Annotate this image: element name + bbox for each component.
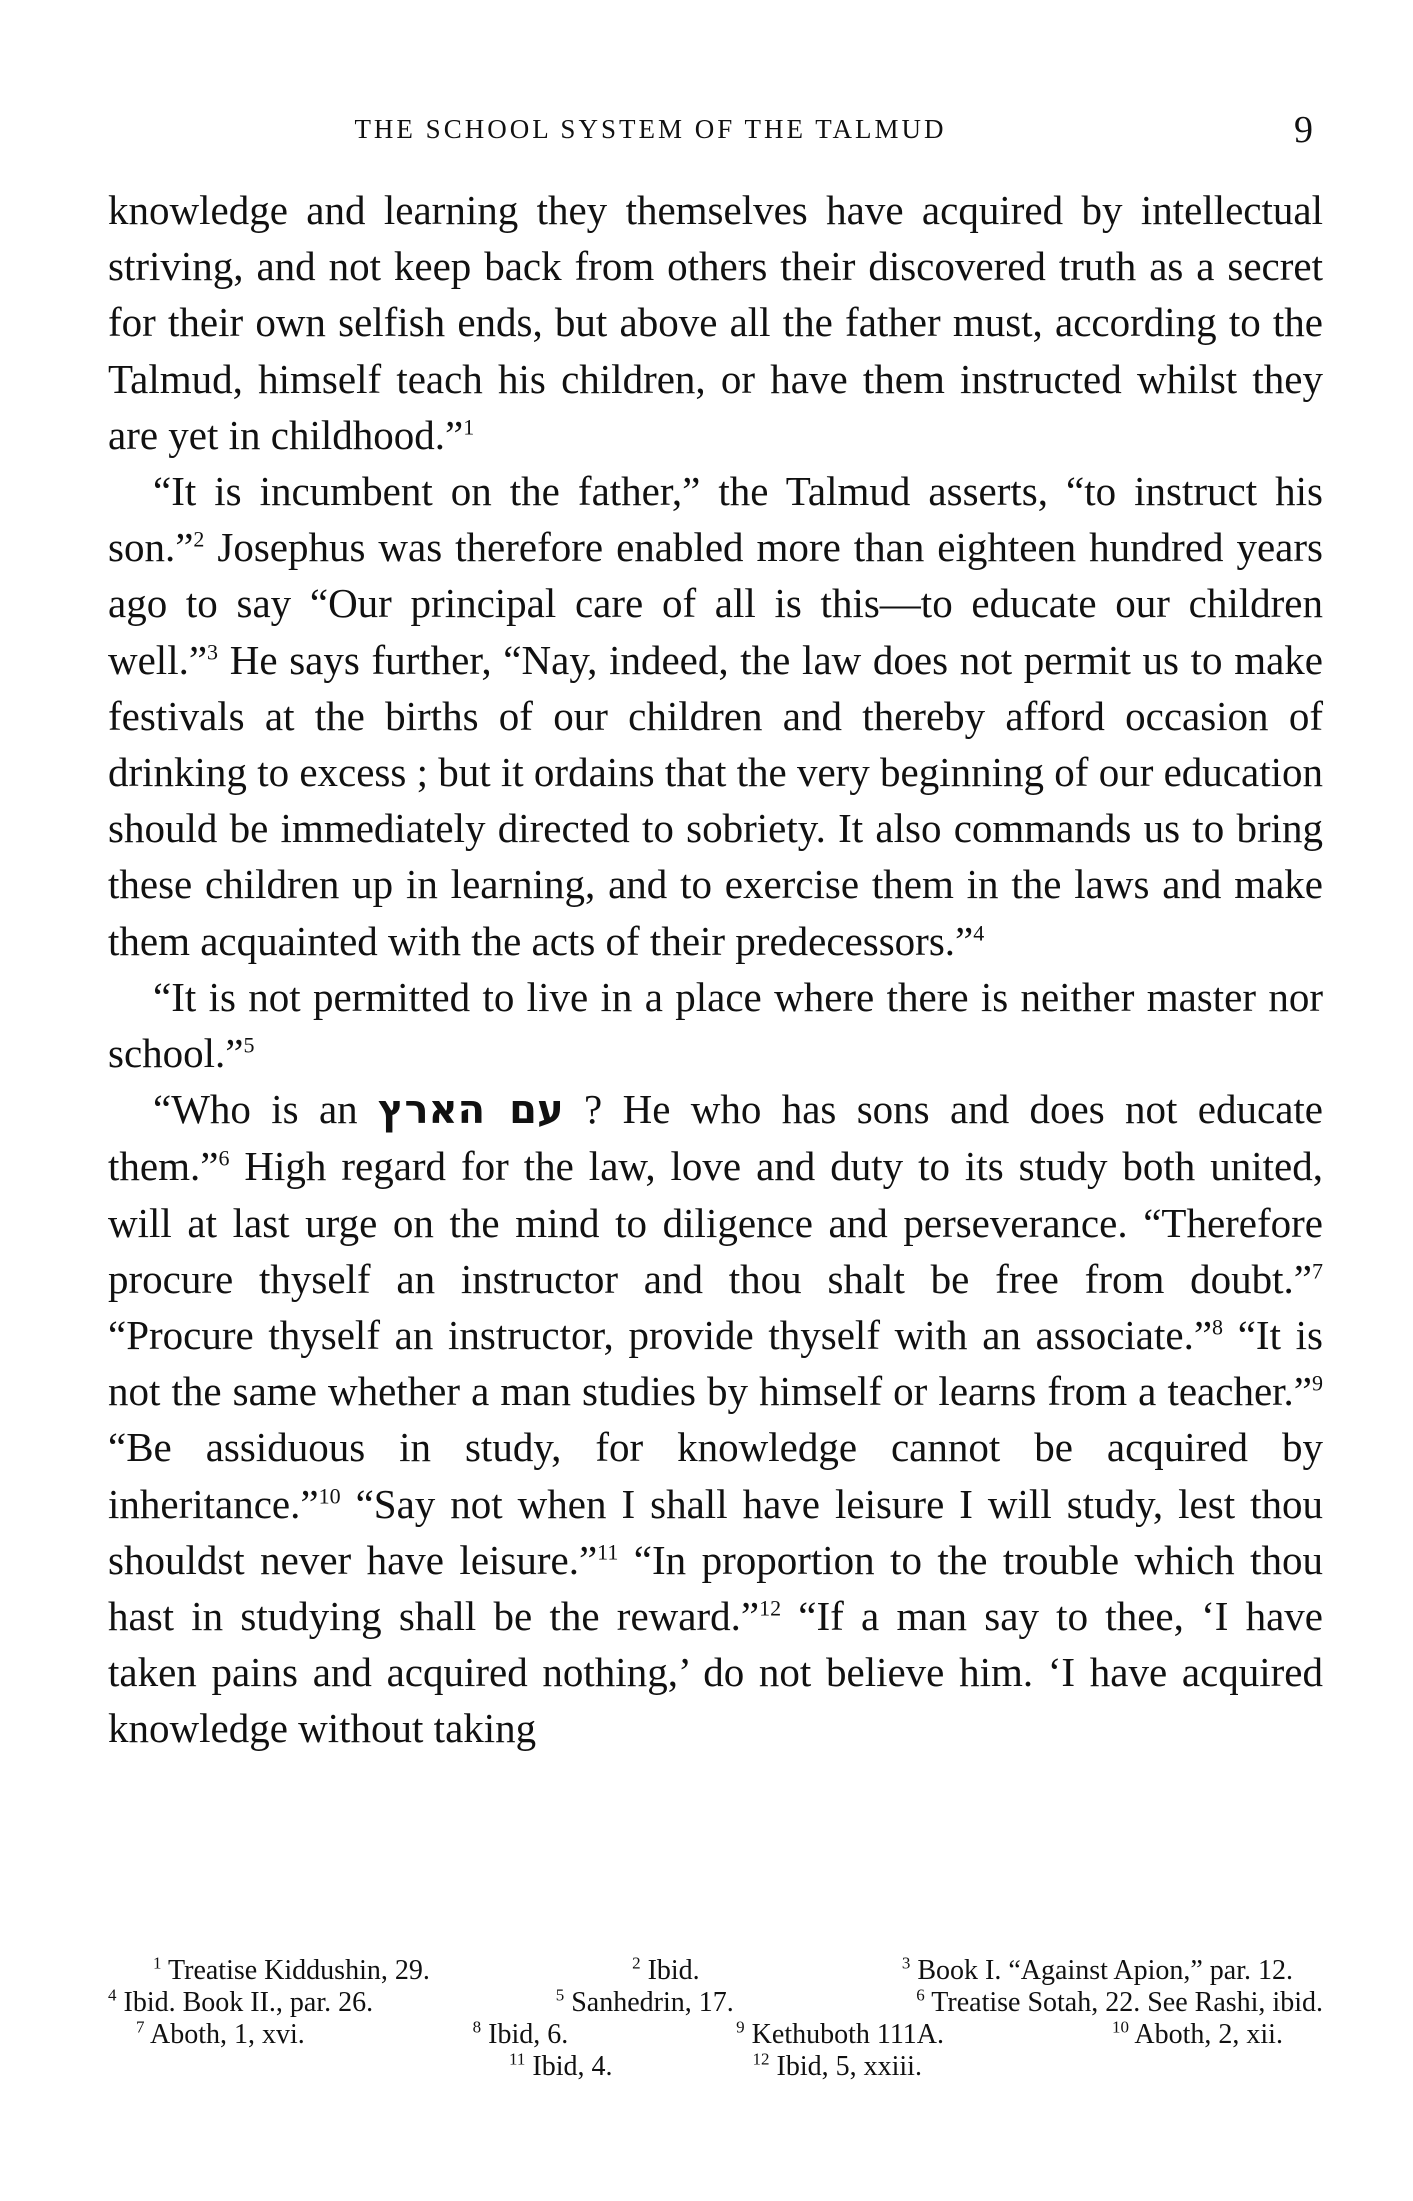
- main-text: [108, 182, 1323, 1757]
- footnote-ref: 12: [759, 1595, 782, 1621]
- page-header: [108, 108, 1313, 156]
- footnote-ref: 5: [243, 1032, 255, 1058]
- footnote-6: $^6$ Treatise Sotah, 22. See Rashi, ibid.: [916, 1985, 1323, 2018]
- footnote-2: $^2$ Ibid.: [632, 1953, 700, 1986]
- footnote-10: $^{10}$ Aboth, 2, xii.: [1111, 2017, 1283, 2050]
- footnote-ref: 1: [463, 414, 475, 440]
- footnote-11: $^{11}$ Ibid, 4.: [509, 2049, 613, 2082]
- footnote-line: [108, 1987, 1323, 2019]
- paragraph-1: knowledge and learning they themselves have acquired by intellectual striving, and not keep back from others their discovered truth as a secret for their own selfish ends, but above all the father must, according to the Talmud, himself teach his children, or have them instructed whilst they are yet in childhood.”$^1$: [108, 187, 1323, 458]
- paragraph-3: “It is not permitted to live in a place where there is neither master nor school.”$^5$: [108, 973, 1323, 1077]
- footnote-1: $^1$ Treatise Kiddushin, 29.: [153, 1953, 430, 1986]
- footnote-ref: 8: [1212, 1314, 1224, 1340]
- footnote-ref: 2: [193, 526, 205, 552]
- running-title: THE SCHOOL SYSTEM OF THE TALMUD: [354, 114, 947, 144]
- page-number: 9: [1294, 109, 1313, 151]
- footnote-line: [108, 2019, 1323, 2051]
- footnote-12: $^{12}$ Ibid, 5, xxiii.: [752, 2049, 922, 2082]
- footnote-8: $^8$ Ibid, 6.: [472, 2017, 569, 2050]
- footnote-ref: 9: [1312, 1370, 1323, 1396]
- footnote-9: $^9$ Kethuboth 111A.: [736, 2017, 945, 2050]
- paragraph-4: “Who is an עם הארץ ? He who has sons and does not educate them.”$^6$ High regard for the law, love and duty to its study both united, will at last urge on the mind to diligence and perseverance. “Therefore procure thyself an instructor and thou shalt be free from doubt.”$^7$ “Procure thyself an instructor, provide thyself with an associate.”$^8$ “It is not the same whether a man studies by himself or learns from a teacher.”$^9$ “Be assiduous in study, for knowledge cannot be acquired by inheritance.”$^{10}$ “Say not when I shall have leisure I will study, lest thou shouldst never have leisure.”$^{11}$ “In proportion to the trouble which thou hast in studying shall be the reward.”$^{12}$ “If a man say to thee, ‘I have taken pains and acquired nothing,’ do not believe him. ‘I have acquired knowledge without taking: [108, 1086, 1324, 1752]
- footnote-4: $^4$ Ibid. Book II., par. 26.: [108, 1985, 374, 2018]
- footnote-line: [108, 2051, 1323, 2083]
- hebrew-phrase: עם הארץ: [378, 1087, 564, 1134]
- footnote-ref: 4: [973, 919, 985, 945]
- footnote-line: [108, 1955, 1323, 1987]
- footnote-ref: 11: [597, 1539, 619, 1565]
- footnote-ref: 10: [318, 1483, 341, 1509]
- footnote-ref: 3: [207, 638, 219, 664]
- footnote-ref: 7: [1312, 1258, 1323, 1284]
- paragraph-2: “It is incumbent on the father,” the Talmud asserts, “to instruct his son.”$^2$ Josephus was therefore enabled more than eighteen hundred years ago to say “Our principal care of all is this—to educate our children well.”$^3$ He says further, “Nay, indeed, the law does not permit us to make festivals at the births of our children and thereby afford occasion of drinking to excess ; but it ordains that the very beginning of our education should be immediately directed to sobriety. It also commands us to bring these children up in learning, and to exercise them in the laws and make them acquainted with the acts of their predecessors.”$^4$: [108, 468, 1323, 964]
- footnote-7: $^7$ Aboth, 1, xvi.: [136, 2017, 305, 2050]
- footnote-ref: 6: [218, 1145, 230, 1171]
- footnote-5: $^5$ Sanhedrin, 17.: [555, 1985, 734, 2018]
- footnote-3: $^3$ Book I. “Against Apion,” par. 12.: [901, 1953, 1293, 1986]
- footnotes: [108, 1955, 1323, 2083]
